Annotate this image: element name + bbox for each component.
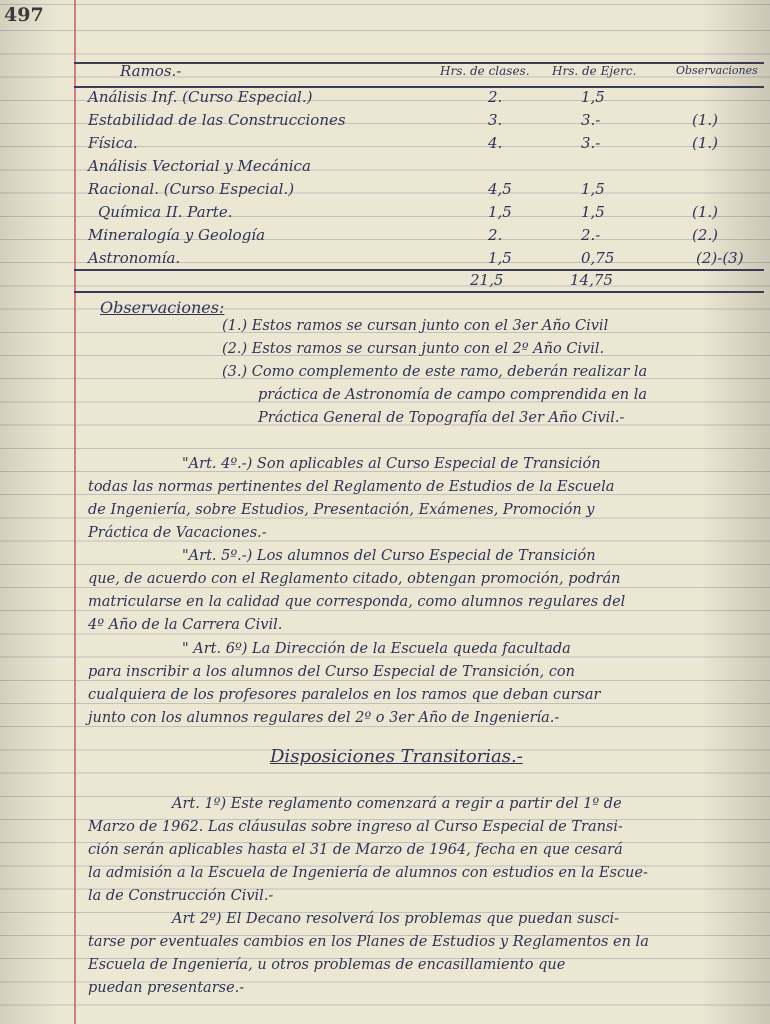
transitoria-line: Escuela de Ingeniería, u otros problemas de encasillamiento que — [88, 957, 566, 973]
row-obs: (1.) — [692, 111, 719, 129]
row-subject: Mineralogía y Geología — [88, 226, 266, 244]
article-5-line: "Art. 5º.-) Los alumnos del Curso Especial de Transición — [182, 548, 596, 564]
row-hrs-clases: 4. — [488, 134, 503, 152]
row-obs: (2)-(3) — [696, 249, 744, 267]
article-5-line: que, de acuerdo con el Reglamento citado, obtengan promoción, podrán — [88, 571, 621, 587]
table-row — [88, 180, 758, 203]
article-5-line: 4º Año de la Carrera Civil. — [88, 617, 283, 633]
table-row — [88, 157, 758, 180]
header-hrs-ejerc: Hrs. de Ejerc. — [552, 64, 637, 78]
article-6-line: " Art. 6º) La Dirección de la Escuela queda facultada — [182, 641, 571, 657]
row-subject: Física. — [88, 134, 138, 152]
row-subject: Análisis Inf. (Curso Especial.) — [88, 88, 313, 106]
transitoria-line: puedan presentarse.- — [88, 980, 245, 996]
row-obs: (2.) — [692, 226, 719, 244]
table-row — [88, 203, 758, 226]
section-title-transitorias: Disposiciones Transitorias.- — [270, 746, 523, 767]
row-hrs-ejerc: 2.- — [581, 226, 601, 244]
article-6-line: junto con los alumnos regulares del 2º o 3er Año de Ingeniería.- — [88, 710, 560, 726]
transitoria-line: tarse por eventuales cambios en los Planes de Estudios y Reglamentos en la — [88, 934, 649, 950]
row-hrs-clases: 2. — [488, 88, 503, 106]
table-row — [88, 226, 758, 249]
transitoria-line: la de Construcción Civil.- — [88, 888, 274, 904]
total-hrs-clases: 21,5 — [470, 271, 504, 289]
header-observaciones: Observaciones — [676, 64, 758, 77]
table-row — [88, 134, 758, 157]
row-obs: (1.) — [692, 134, 719, 152]
totals-rule — [74, 269, 764, 271]
transitoria-line: Art 2º) El Decano resolverá los problemas que puedan susci- — [172, 911, 619, 927]
row-subject: Racional. (Curso Especial.) — [88, 180, 295, 198]
row-hrs-ejerc: 3.- — [581, 134, 601, 152]
transitoria-line: Marzo de 1962. Las cláusulas sobre ingreso al Curso Especial de Transi- — [88, 819, 623, 835]
article-4-line: de Ingeniería, sobre Estudios, Presentación, Exámenes, Promoción y — [88, 502, 595, 518]
row-subject: Estabilidad de las Construcciones — [88, 111, 346, 129]
article-4-line: todas las normas pertinentes del Reglamento de Estudios de la Escuela — [88, 479, 615, 495]
table-row — [88, 111, 758, 134]
observacion-line: (2.) Estos ramos se cursan junto con el 2º Año Civil. — [222, 341, 605, 357]
article-4-line: "Art. 4º.-) Son aplicables al Curso Especial de Transición — [182, 456, 601, 472]
row-hrs-clases: 4,5 — [488, 180, 512, 198]
row-hrs-clases: 2. — [488, 226, 503, 244]
transitoria-line: la admisión a la Escuela de Ingeniería de alumnos con estudios en la Escue- — [88, 865, 648, 881]
article-5-line: matricularse en la calidad que corresponda, como alumnos regulares del — [88, 594, 626, 610]
row-hrs-clases: 3. — [488, 111, 503, 129]
row-hrs-clases: 1,5 — [488, 249, 512, 267]
table-row — [88, 88, 758, 111]
row-hrs-clases: 1,5 — [488, 203, 512, 221]
table-bottom-rule — [74, 291, 764, 293]
row-hrs-ejerc: 1,5 — [581, 88, 605, 106]
observacion-line: práctica de Astronomía de campo comprendida en la — [258, 387, 648, 403]
observacion-line: (1.) Estos ramos se cursan junto con el 3er Año Civil — [222, 318, 609, 334]
observacion-line: (3.) Como complemento de este ramo, deberán realizar la — [222, 364, 648, 380]
article-6-line: para inscribir a los alumnos del Curso Especial de Transición, con — [88, 664, 576, 680]
observaciones-title: Observaciones: — [100, 298, 225, 317]
page-number: 497 — [4, 4, 44, 26]
row-hrs-ejerc: 1,5 — [581, 203, 605, 221]
transitoria-line: Art. 1º) Este reglamento comenzará a regir a partir del 1º de — [172, 796, 622, 812]
row-hrs-ejerc: 0,75 — [581, 249, 615, 267]
header-ramos: Ramos.- — [120, 62, 182, 80]
row-subject: Astronomía. — [88, 249, 181, 267]
row-subject: Análisis Vectorial y Mecánica — [88, 157, 311, 175]
header-hrs-clases: Hrs. de clases. — [440, 64, 530, 78]
row-subject: Química II. Parte. — [98, 203, 233, 221]
article-6-line: cualquiera de los profesores paralelos en los ramos que deban cursar — [88, 687, 601, 703]
margin-line — [74, 0, 76, 1024]
row-hrs-ejerc: 1,5 — [581, 180, 605, 198]
observacion-line: Práctica General de Topografía del 3er Año Civil.- — [258, 410, 625, 426]
row-hrs-ejerc: 3.- — [581, 111, 601, 129]
transitoria-line: ción serán aplicables hasta el 31 de Marzo de 1964, fecha en que cesará — [88, 842, 623, 858]
total-hrs-ejerc: 14,75 — [570, 271, 613, 289]
article-4-line: Práctica de Vacaciones.- — [88, 525, 267, 541]
row-obs: (1.) — [692, 203, 719, 221]
